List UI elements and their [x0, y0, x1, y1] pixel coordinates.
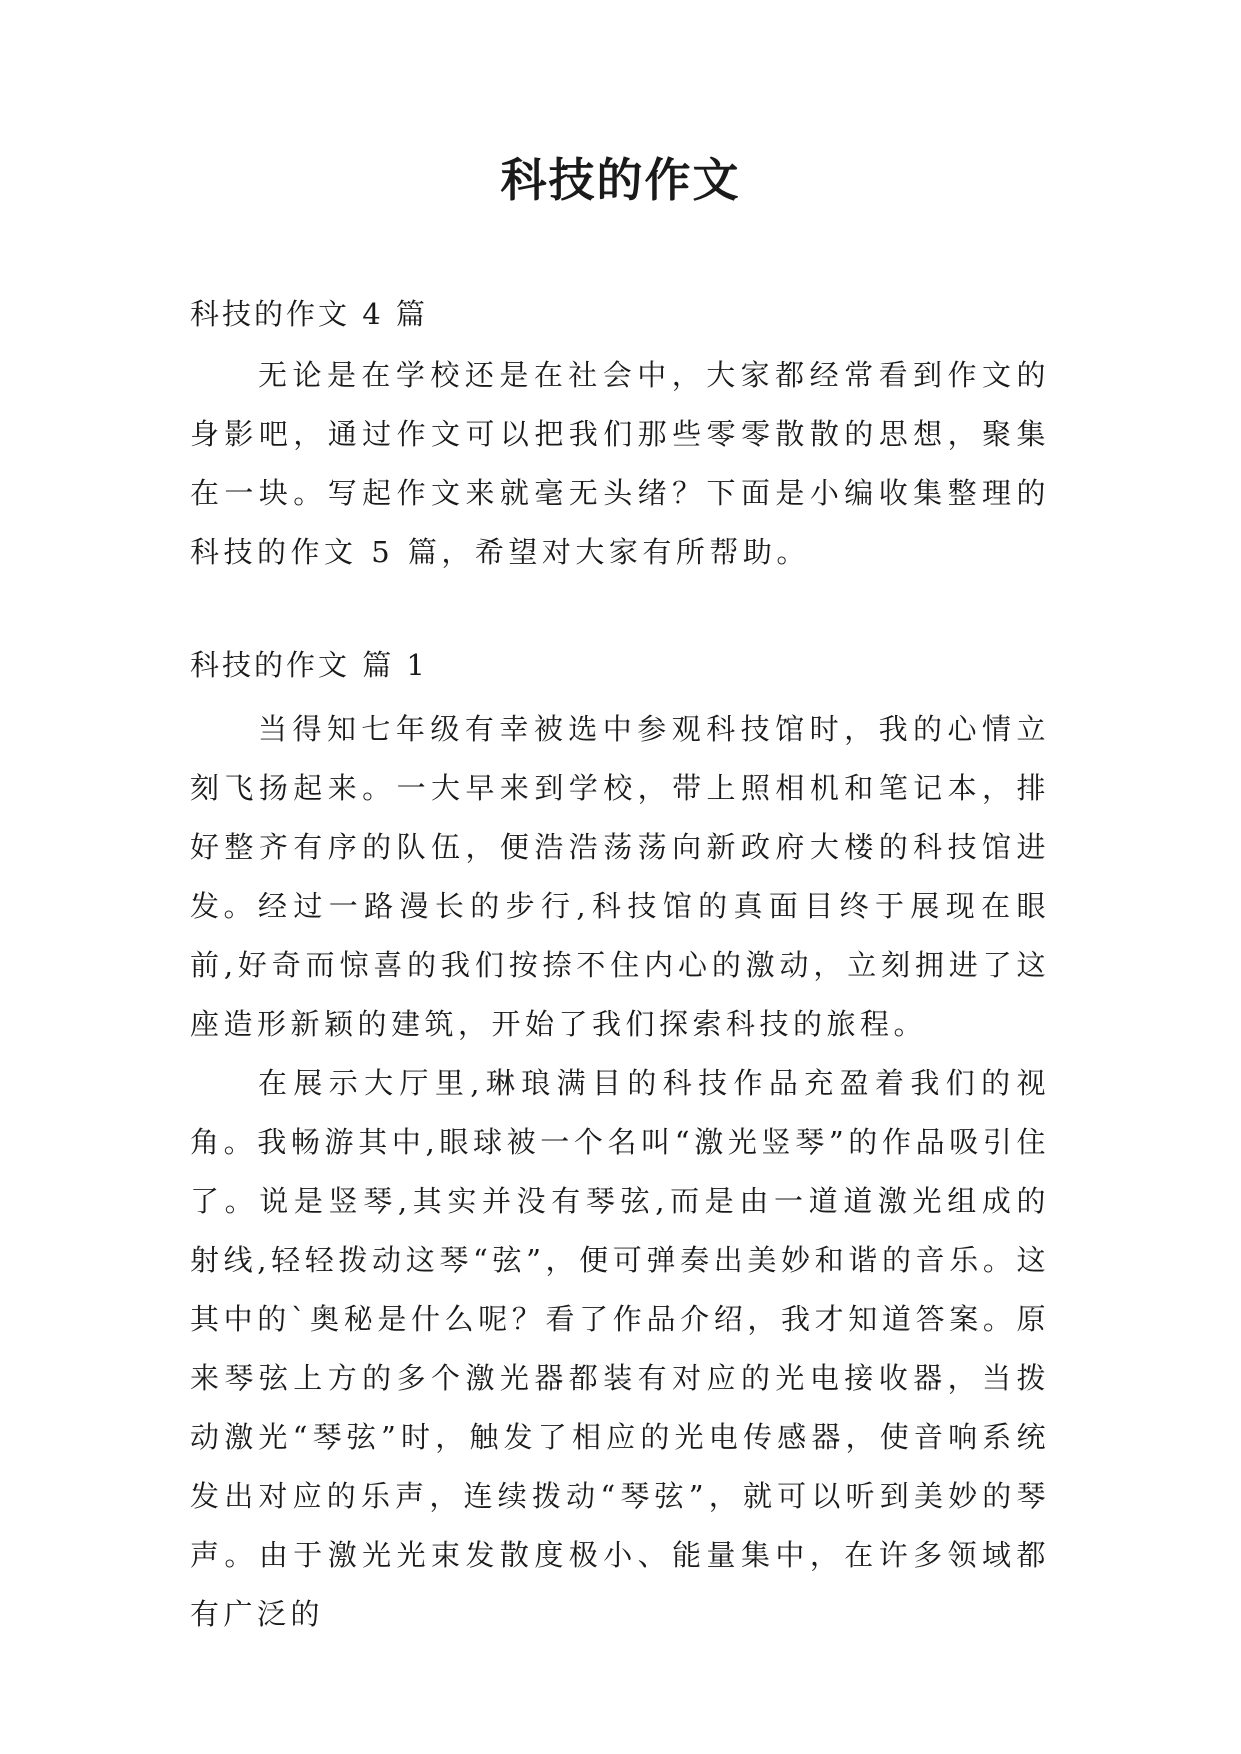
document-subtitle: 科技的作文 4 篇 — [190, 297, 428, 331]
section-paragraph-1: 当得知七年级有幸被选中参观科技馆时，我的心情立刻飞扬起来。一大早来到学校，带上照相机和笔记本，排好整齐有序的队伍，便浩浩荡荡向新政府大楼的科技馆进发。 — [190, 712, 1050, 923]
intro-paragraph: 无论是在学校还是在社会中，大家都经常看到作文的身影吧，通过作文可以把我们那些零零散散的思想，聚集在一块。写起作文来就毫无头绪？下面是小编收集整理的科技的作文 5 篇，希望对大家有所帮助。 — [190, 358, 1050, 569]
section-paragraph-2: 经过一路漫长的步行,科技馆的真面目终于展现在眼前,好奇而惊喜的我们按捺不住内心的激动，立刻拥进了这座造形新颖的建筑，开始了我们探索科技的旅程。 — [190, 889, 1050, 1041]
section-paragraph-3: 在展示大厅里,琳琅满目的科技作品充盈着我们的视角。我畅游其中,眼球被一个名叫“激光竖琴”的作品吸引住了。说是竖琴,其实并没有琴弦,而是由一道道激光组成的射线,轻轻拨动这琴“弦”，便可弹奏出美妙和谐的音乐。这其中的`奥秘是什么呢？看了作品介绍，我才知道答案。原来琴弦上方的多个激光器都装有对应的光电接收器，当拨动激光“琴弦”时，触发了相应的光电传感器，使音响系统发出对应的乐声，连续拨动“琴弦”，就可以听到美妙的琴声。由于激光光束发散度极小、能量集中，在许多领域都有广泛的 — [190, 1066, 1050, 1631]
section-heading: 科技的作文 篇 1 — [190, 648, 428, 682]
document-title: 科技的作文 — [500, 153, 741, 207]
